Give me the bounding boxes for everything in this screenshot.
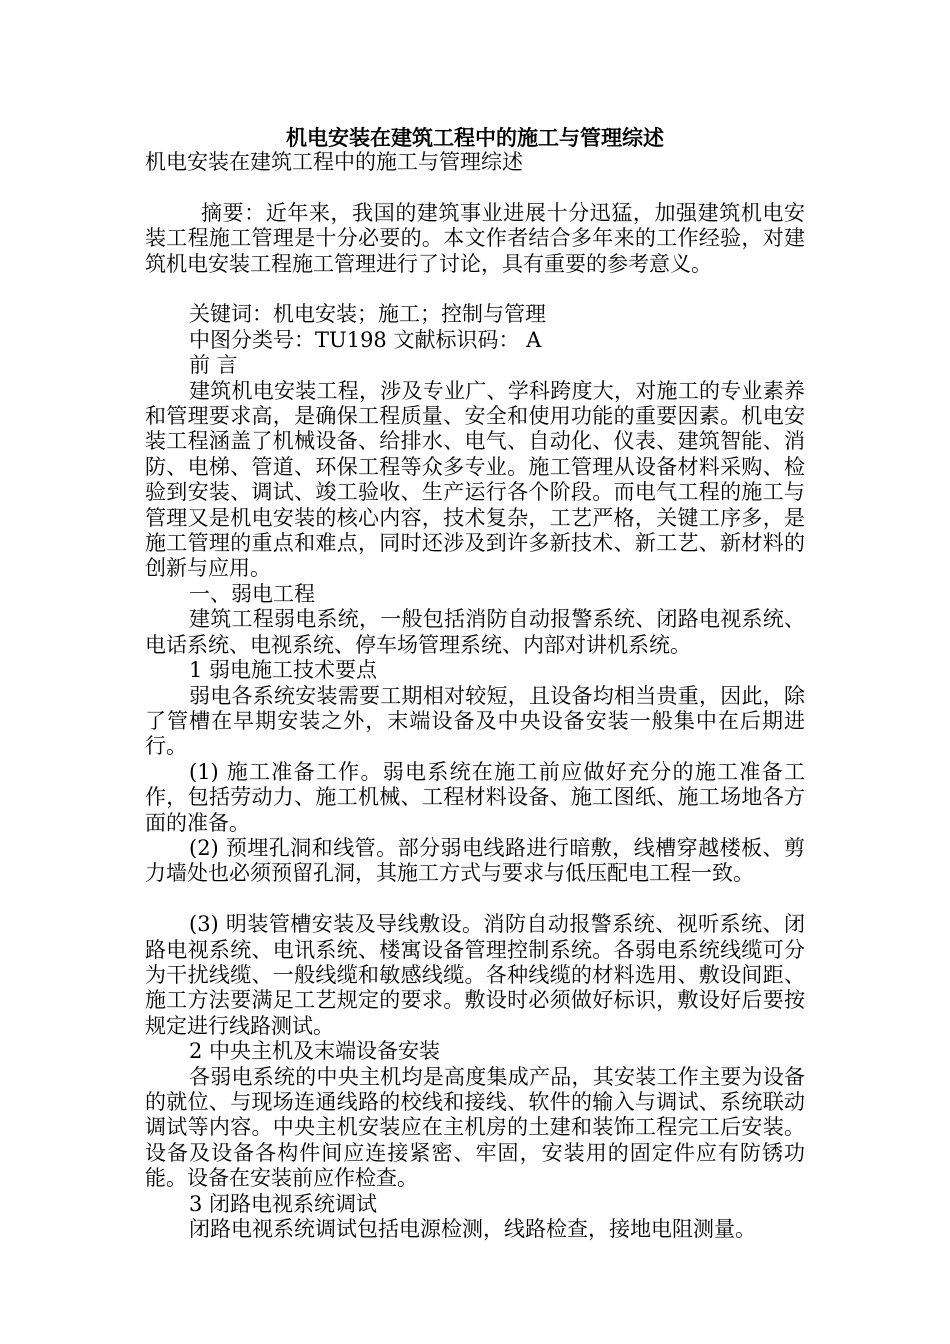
list-item: (1) 施工准备工作。弱电系统在施工前应做好充分的施工准备工作，包括劳动力、施工机械、工程材料设备、施工图纸、施工场地各方面的准备。 <box>145 759 805 835</box>
section-paragraph: 建筑工程弱电系统，一般包括消防自动报警系统、闭路电视系统、电话系统、电视系统、停车场管理系统、内部对讲机系统。 <box>145 607 805 657</box>
subsection-paragraph: 闭路电视系统调试包括电源检测，线路检查，接地电阻测量。 <box>189 1217 756 1242</box>
subsection-heading: 3 闭路电视系统调试 <box>189 1191 378 1216</box>
list-item: (2) 预埋孔洞和线管。部分弱电线路进行暗敷，线槽穿越楼板、剪力墙处也必须预留孔洞，其施工方式与要求与低压配电工程一致。 <box>145 835 805 886</box>
list-item: (3) 明装管槽安装及导线敷设。消防自动报警系统、视听系统、闭路电视系统、电讯系统、楼寓设备管理控制系统。各弱电系统线缆可分为干扰线缆、一般线缆和敏感线缆。各种线缆的材料选用、敷设间距、施工方法要满足工艺规定的要求。敷设时必须做好标识，敷设好后要按规定进行线路测试。 <box>145 912 805 1038</box>
preface-heading: 前 言 <box>189 353 238 378</box>
document-title: 机电安装在建筑工程中的施工与管理综述 <box>286 125 664 150</box>
blank-line <box>145 887 805 912</box>
document-subtitle: 机电安装在建筑工程中的施工与管理综述 <box>145 150 523 174</box>
subsection-paragraph: 弱电各系统安装需要工期相对较短，且设备均相当贵重，因此，除了管槽在早期安装之外，末端设备及中央设备安装一般集中在后期进行。 <box>145 683 805 759</box>
classification-line: 中图分类号：TU198 文献标识码： A <box>189 327 542 352</box>
subsection-heading: 1 弱电施工技术要点 <box>189 658 378 683</box>
keywords-line: 关键词：机电安装；施工；控制与管理 <box>189 302 546 327</box>
subsection-heading: 2 中央主机及末端设备安装 <box>189 1039 441 1064</box>
section-heading: 一、弱电工程 <box>189 581 315 606</box>
document-body <box>145 150 805 1242</box>
subsection-paragraph: 各弱电系统的中央主机均是高度集成产品，其安装工作主要为设备的就位、与现场连通线路的校线和接线、软件的输入与调试、系统联动调试等内容。中央主机安装应在主机房的土建和装饰工程完工后安装。设备及设备各构件间应连接紧密、牢固，安装用的固定件应有防锈功能。设备在安装前应作检查。 <box>145 1064 805 1191</box>
abstract-paragraph: 摘要：近年来，我国的建筑事业进展十分迅猛，加强建筑机电安装工程施工管理是十分必要的。本文作者结合多年来的工作经验，对建筑机电安装工程施工管理进行了讨论，具有重要的参考意义。 <box>145 200 805 276</box>
blank-line <box>145 175 805 200</box>
preface-paragraph: 建筑机电安装工程，涉及专业广、学科跨度大，对施工的专业素养和管理要求高，是确保工程质量、安全和使用功能的重要因素。机电安装工程涵盖了机械设备、给排水、电气、自动化、仪表、建筑智能、消防、电梯、管道、环保工程等众多专业。施工管理从设备材料采购、检验到安装、调试、竣工验收、生产运行各个阶段。而电气工程的施工与管理又是机电安装的核心内容，技术复杂，工艺严格，关键工序多，是施工管理的重点和难点，同时还涉及到许多新技术、新工艺、新材料的创新与应用。 <box>145 378 805 581</box>
blank-line <box>145 277 805 302</box>
